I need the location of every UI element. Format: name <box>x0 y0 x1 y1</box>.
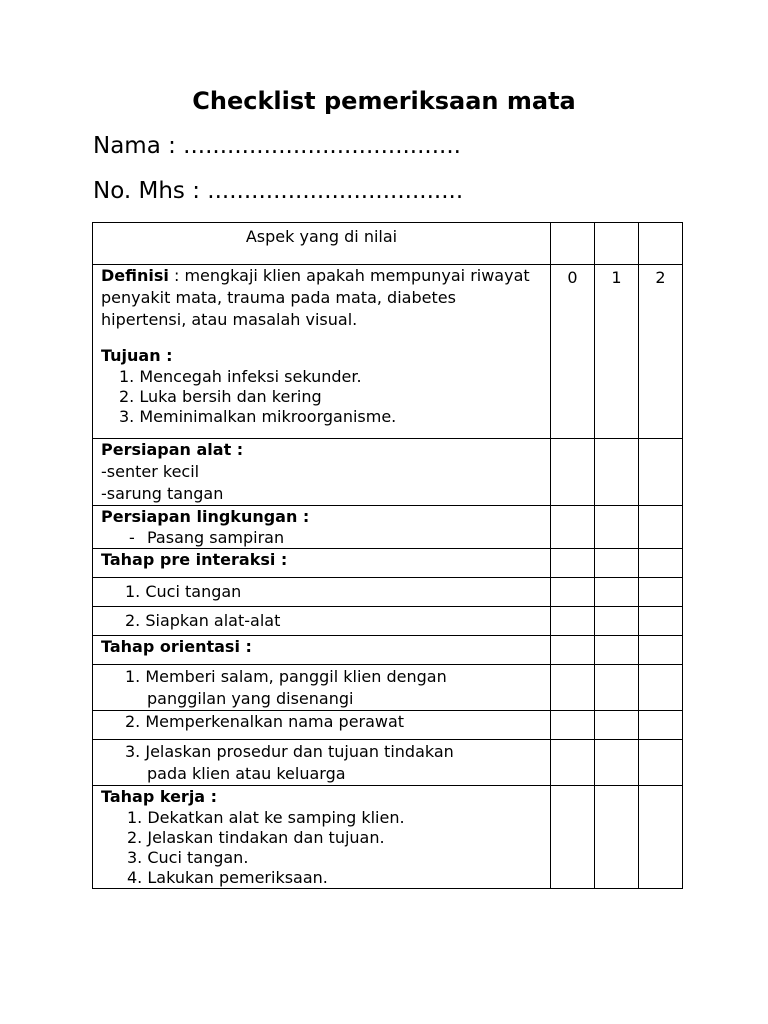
definition-text: : mengkaji klien apakah mempunyai riwayat penyakit mata, trauma pada mata, diabetes hipertensi, atau masalah visual. <box>101 266 530 329</box>
list-item <box>101 528 546 548</box>
score-cell[interactable] <box>595 786 639 889</box>
definition-label: Definisi <box>101 266 169 285</box>
score-cell[interactable] <box>595 439 639 506</box>
score-cell[interactable] <box>595 740 639 786</box>
list-item: 1. Memberi salam, panggil klien dengan <box>125 667 447 686</box>
score-cell[interactable] <box>595 578 639 607</box>
document-title: Checklist pemeriksaan mata <box>192 87 576 115</box>
score-header-empty-cell <box>639 223 683 265</box>
list-item: 2. Jelaskan tindakan dan tujuan. <box>127 828 385 847</box>
list-item: 1. Dekatkan alat ke samping klien. <box>127 808 405 827</box>
score-0-label: 0 <box>551 265 595 439</box>
score-cell[interactable] <box>639 506 683 549</box>
score-cell[interactable] <box>595 607 639 636</box>
work-label: Tahap kerja : <box>101 787 218 806</box>
tools-cell <box>93 439 551 506</box>
pre-interaction-row <box>93 549 683 578</box>
step-cell <box>93 665 551 711</box>
list-item: 2. Luka bersih dan kering <box>119 387 322 406</box>
score-cell[interactable] <box>595 665 639 711</box>
pre-interaction-label: Tahap pre interaksi : <box>101 550 288 569</box>
score-cell[interactable] <box>639 711 683 740</box>
table-row <box>93 578 683 607</box>
score-cell[interactable] <box>639 740 683 786</box>
score-cell[interactable] <box>551 578 595 607</box>
score-1-label: 1 <box>595 265 639 439</box>
score-cell[interactable] <box>639 665 683 711</box>
list-item: 3. Cuci tangan. <box>127 848 249 867</box>
list-item: -sarung tangan <box>101 484 224 503</box>
list-item: 3. Jelaskan prosedur dan tujuan tindakan <box>125 742 454 761</box>
score-cell[interactable] <box>639 607 683 636</box>
dash-bullet: - <box>129 528 135 547</box>
work-row <box>93 786 683 889</box>
pre-interaction-cell <box>93 549 551 578</box>
score-cell[interactable] <box>639 786 683 889</box>
score-cell[interactable] <box>595 549 639 578</box>
list-item: -senter kecil <box>101 462 200 481</box>
list-item: 1. Cuci tangan <box>125 582 242 601</box>
list-item-continuation: panggilan yang disenangi <box>147 689 354 708</box>
score-cell[interactable] <box>551 786 595 889</box>
score-cell[interactable] <box>639 439 683 506</box>
score-header-empty-cell <box>595 223 639 265</box>
step-cell <box>93 740 551 786</box>
definition-cell <box>93 265 551 439</box>
assessment-table <box>92 222 683 889</box>
score-cell[interactable] <box>551 549 595 578</box>
student-number-field: No. Mhs : ................................... <box>93 178 464 204</box>
score-cell[interactable] <box>639 578 683 607</box>
list-item-continuation: pada klien atau keluarga <box>147 764 346 783</box>
step-cell <box>93 607 551 636</box>
orientation-row <box>93 636 683 665</box>
tools-label: Persiapan alat : <box>101 440 244 459</box>
list-item: 3. Meminimalkan mikroorganisme. <box>119 407 397 426</box>
score-cell[interactable] <box>551 607 595 636</box>
environment-label: Persiapan lingkungan : <box>101 507 310 526</box>
goal-label: Tujuan : <box>101 346 173 365</box>
name-field: Nama : ...................................... <box>93 133 461 159</box>
score-cell[interactable] <box>551 665 595 711</box>
environment-item: Pasang sampiran <box>147 528 285 547</box>
table-row <box>93 607 683 636</box>
step-cell <box>93 711 551 740</box>
environment-row <box>93 506 683 549</box>
work-cell <box>93 786 551 889</box>
score-cell[interactable] <box>639 549 683 578</box>
score-cell[interactable] <box>595 506 639 549</box>
step-cell <box>93 578 551 607</box>
tools-row <box>93 439 683 506</box>
score-cell[interactable] <box>551 506 595 549</box>
score-cell[interactable] <box>551 439 595 506</box>
score-cell[interactable] <box>551 636 595 665</box>
score-cell[interactable] <box>551 740 595 786</box>
environment-cell <box>93 506 551 549</box>
aspect-header: Aspek yang di nilai <box>93 223 551 265</box>
list-item: 1. Mencegah infeksi sekunder. <box>119 367 362 386</box>
table-header-row <box>93 223 683 265</box>
orientation-cell <box>93 636 551 665</box>
score-cell[interactable] <box>595 636 639 665</box>
score-cell[interactable] <box>639 636 683 665</box>
score-2-label: 2 <box>639 265 683 439</box>
list-item: 2. Siapkan alat-alat <box>125 611 281 630</box>
table-row <box>93 711 683 740</box>
score-cell[interactable] <box>551 711 595 740</box>
table-row <box>93 740 683 786</box>
list-item: 4. Lakukan pemeriksaan. <box>127 868 328 887</box>
score-header-empty-cell <box>551 223 595 265</box>
orientation-label: Tahap orientasi : <box>101 637 252 656</box>
definition-row <box>93 265 683 439</box>
score-cell[interactable] <box>595 711 639 740</box>
table-row <box>93 665 683 711</box>
list-item: 2. Memperkenalkan nama perawat <box>125 712 405 731</box>
